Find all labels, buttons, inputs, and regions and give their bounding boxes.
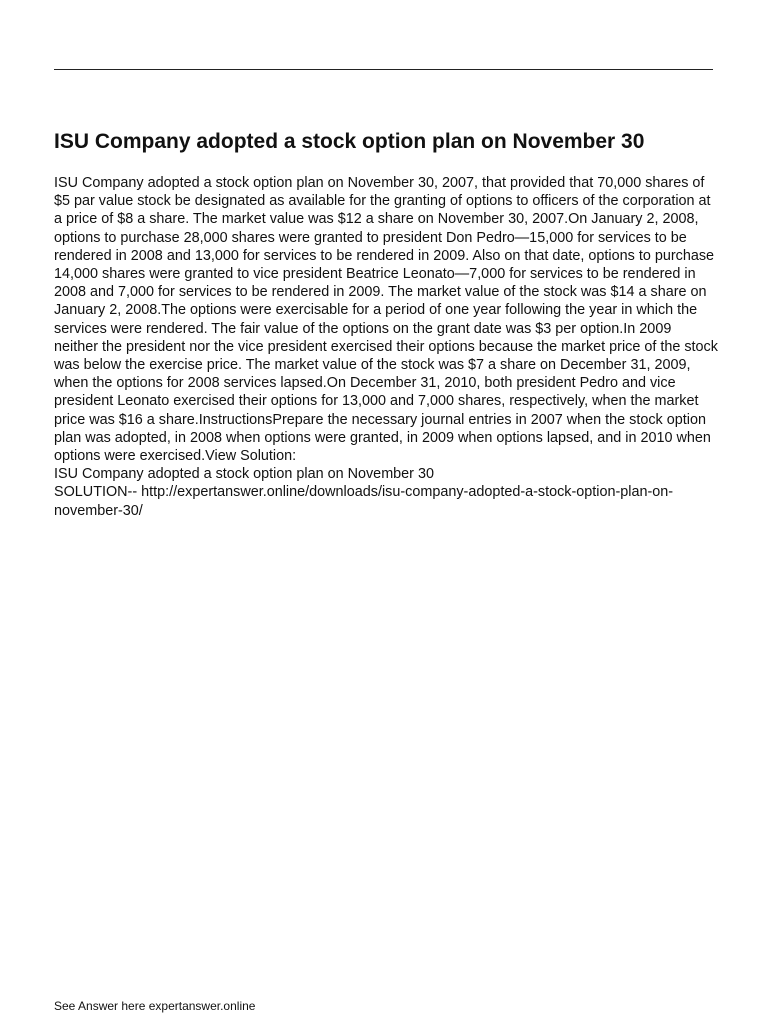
page-title: ISU Company adopted a stock option plan on November 30	[54, 130, 645, 153]
footer-text: See Answer here expertanswer.online	[54, 999, 256, 1013]
repeat-title-line: ISU Company adopted a stock option plan on November 30	[54, 466, 434, 483]
top-divider	[54, 69, 713, 70]
solution-link[interactable]: SOLUTION-- http://expertanswer.online/downloads/isu-company-adopted-a-stock-option-plan-on-november-30/	[54, 484, 674, 519]
problem-paragraph: ISU Company adopted a stock option plan on November 30, 2007, that provided that 70,000 shares of $5 par value stock be designated as available for the granting of options to officers of the corporation at a price of $8 a share. The market value was $12 a share on November 30, 2007.On January 2, 2008, options to purchase 28,000 shares were granted to president Don Pedro—15,000 for services to be rendered in 2008 and 13,000 for services to be rendered in 2009. Also on that date, options to purchase 14,000 shares were granted to vice president Beatrice Leonato—7,000 for services to be rendered in 2008 and 7,000 for services to be rendered in 2009. The market value of the stock was $14 a share on January 2, 2008.The options were exercisable for a period of one year following the year in which the services were rendered. The fair value of the options on the grant date was $3 per option.In 2009 neither the president nor the vice president exercised their options because the market price of the stock was below the exercise price. The market value of the stock was $7 a share on December 31, 2009, when the options for 2008 services lapsed.On December 31, 2010, both president Pedro and vice president Leonato exercised their options for 13,000 and 7,000 shares, respectively, when the market price was $16 a share.InstructionsPrepare the necessary journal entries in 2007 when the stock option plan was adopted, in 2008 when options were granted, in 2009 when options lapsed, and in 2010 when options were exercised.View Solution:	[54, 175, 718, 465]
document-body	[54, 174, 719, 520]
